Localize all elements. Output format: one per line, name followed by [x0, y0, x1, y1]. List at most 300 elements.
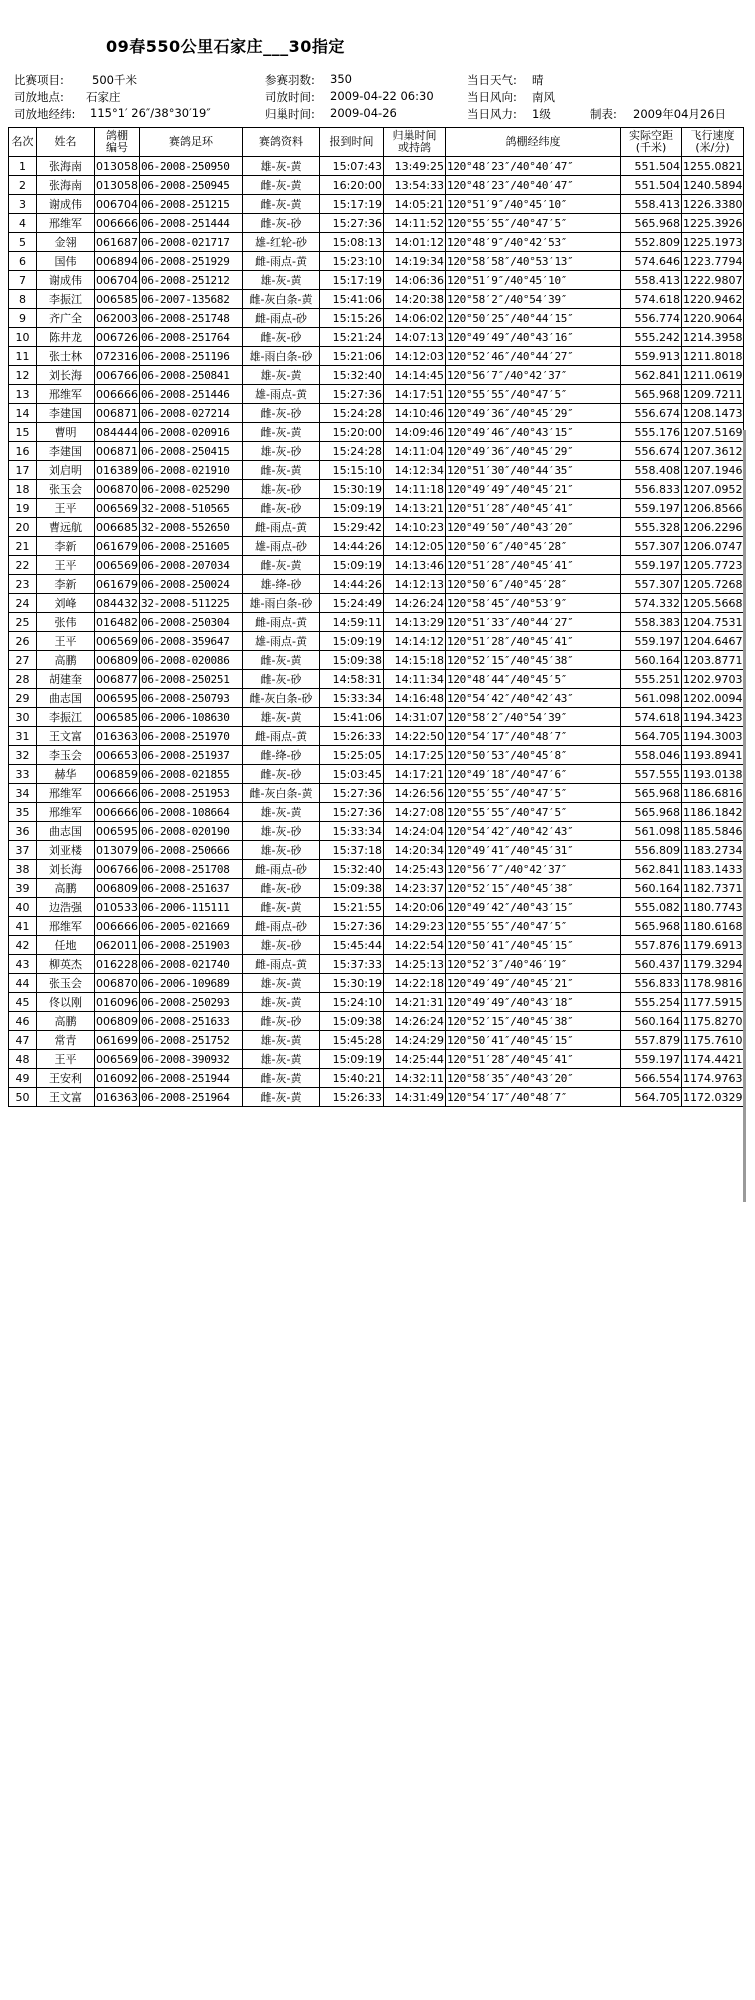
cell-loft-id: 006666 — [95, 214, 140, 233]
cell-loft-coordinates: 120°49′18″/40°47′6″ — [446, 765, 621, 784]
cell-ring-number: 06-2008-108664 — [140, 803, 243, 822]
cell-loft-id: 006726 — [95, 328, 140, 347]
cell-bird-info: 雄-灰-黄 — [243, 993, 320, 1012]
cell-distance: 555.328 — [621, 518, 682, 537]
event-label: 比赛项目: — [14, 73, 64, 87]
cell-bird-info: 雄-雨白条-砂 — [243, 347, 320, 366]
cell-report-time: 15:27:36 — [320, 784, 384, 803]
cell-distance: 564.705 — [621, 727, 682, 746]
cell-arrival-time: 13:54:33 — [384, 176, 446, 195]
cell-rank: 13 — [9, 385, 37, 404]
cell-report-time: 15:21:06 — [320, 347, 384, 366]
cell-bird-info: 雄-灰-黄 — [243, 271, 320, 290]
cell-arrival-time: 14:24:04 — [384, 822, 446, 841]
cell-ring-number: 06-2008-251970 — [140, 727, 243, 746]
cell-report-time: 15:33:34 — [320, 822, 384, 841]
cell-arrival-time: 14:16:48 — [384, 689, 446, 708]
cell-ring-number: 06-2008-207034 — [140, 556, 243, 575]
cell-distance: 560.164 — [621, 1012, 682, 1031]
table-row — [9, 556, 744, 575]
cell-speed: 1175.8270 — [682, 1012, 744, 1031]
cell-loft-coordinates: 120°54′42″/40°42′43″ — [446, 822, 621, 841]
cell-speed: 1220.9462 — [682, 290, 744, 309]
table-row — [9, 233, 744, 252]
cell-loft-coordinates: 120°51′28″/40°45′41″ — [446, 499, 621, 518]
cell-distance: 562.841 — [621, 860, 682, 879]
cell-name: 边浩强 — [37, 898, 95, 917]
cell-loft-coordinates: 120°58′45″/40°53′9″ — [446, 594, 621, 613]
cell-name: 高鹏 — [37, 651, 95, 670]
cell-distance: 559.197 — [621, 632, 682, 651]
cell-report-time: 15:29:42 — [320, 518, 384, 537]
cell-name: 张士林 — [37, 347, 95, 366]
cell-arrival-time: 14:26:24 — [384, 1012, 446, 1031]
cell-ring-number: 06-2008-251212 — [140, 271, 243, 290]
cell-distance: 564.705 — [621, 1088, 682, 1107]
cell-rank: 9 — [9, 309, 37, 328]
table-row — [9, 974, 744, 993]
cell-ring-number: 32-2008-510565 — [140, 499, 243, 518]
cell-rank: 3 — [9, 195, 37, 214]
cell-speed: 1255.0821 — [682, 157, 744, 176]
cell-bird-info: 雌-灰-砂 — [243, 328, 320, 347]
cell-bird-info: 雄-灰-砂 — [243, 936, 320, 955]
table-row — [9, 917, 744, 936]
cell-report-time: 15:24:10 — [320, 993, 384, 1012]
table-row — [9, 689, 744, 708]
cell-bird-info: 雌-灰-砂 — [243, 499, 320, 518]
cell-ring-number: 06-2008-251903 — [140, 936, 243, 955]
cell-loft-coordinates: 120°48′23″/40°40′47″ — [446, 157, 621, 176]
cell-arrival-time: 14:13:29 — [384, 613, 446, 632]
cell-ring-number: 06-2006-108630 — [140, 708, 243, 727]
cell-rank: 22 — [9, 556, 37, 575]
table-row — [9, 1031, 744, 1050]
cell-distance: 559.197 — [621, 499, 682, 518]
cell-loft-coordinates: 120°51′30″/40°44′35″ — [446, 461, 621, 480]
cell-distance: 560.437 — [621, 955, 682, 974]
cell-loft-coordinates: 120°52′3″/40°46′19″ — [446, 955, 621, 974]
cell-speed: 1205.7268 — [682, 575, 744, 594]
cell-loft-coordinates: 120°58′2″/40°54′39″ — [446, 290, 621, 309]
cell-report-time: 15:20:00 — [320, 423, 384, 442]
cell-distance: 555.242 — [621, 328, 682, 347]
cell-bird-info: 雌-灰白条-砂 — [243, 689, 320, 708]
cell-arrival-time: 14:11:34 — [384, 670, 446, 689]
cell-bird-info: 雌-灰白条-黄 — [243, 290, 320, 309]
cell-rank: 35 — [9, 803, 37, 822]
table-row — [9, 860, 744, 879]
cell-rank: 40 — [9, 898, 37, 917]
cell-bird-info: 雌-灰-黄 — [243, 423, 320, 442]
cell-report-time: 15:25:05 — [320, 746, 384, 765]
cell-bird-info: 雌-灰-黄 — [243, 1088, 320, 1107]
cell-name: 李建国 — [37, 404, 95, 423]
cell-rank: 42 — [9, 936, 37, 955]
cell-rank: 49 — [9, 1069, 37, 1088]
cell-loft-id: 006666 — [95, 385, 140, 404]
cell-speed: 1193.8941 — [682, 746, 744, 765]
cell-distance: 558.413 — [621, 195, 682, 214]
cell-arrival-time: 14:32:11 — [384, 1069, 446, 1088]
cell-rank: 15 — [9, 423, 37, 442]
cell-rank: 28 — [9, 670, 37, 689]
cell-report-time: 15:09:38 — [320, 879, 384, 898]
results-table — [8, 127, 744, 1107]
cell-distance: 566.554 — [621, 1069, 682, 1088]
cell-bird-info: 雄-雨点-砂 — [243, 537, 320, 556]
cell-arrival-time: 14:29:23 — [384, 917, 446, 936]
header-distance: 实际空距 (千米) — [621, 128, 682, 157]
cell-loft-id: 006871 — [95, 442, 140, 461]
table-row — [9, 727, 744, 746]
cell-loft-coordinates: 120°52′46″/40°44′27″ — [446, 347, 621, 366]
cell-arrival-time: 14:20:38 — [384, 290, 446, 309]
cell-loft-id: 013058 — [95, 176, 140, 195]
cell-loft-coordinates: 120°55′55″/40°47′5″ — [446, 917, 621, 936]
cell-name: 李玉会 — [37, 746, 95, 765]
cell-distance: 551.504 — [621, 176, 682, 195]
cell-loft-coordinates: 120°50′41″/40°45′15″ — [446, 936, 621, 955]
cell-loft-coordinates: 120°48′23″/40°40′47″ — [446, 176, 621, 195]
table-row — [9, 1069, 744, 1088]
cell-distance: 574.618 — [621, 290, 682, 309]
cell-distance: 556.833 — [621, 974, 682, 993]
cell-loft-id: 072316 — [95, 347, 140, 366]
cell-speed: 1185.5846 — [682, 822, 744, 841]
cell-loft-coordinates: 120°49′49″/40°45′21″ — [446, 480, 621, 499]
cell-loft-coordinates: 120°51′28″/40°45′41″ — [446, 632, 621, 651]
header-name: 姓名 — [37, 128, 95, 157]
cell-speed: 1222.9807 — [682, 271, 744, 290]
table-row — [9, 328, 744, 347]
cell-arrival-time: 14:12:34 — [384, 461, 446, 480]
cell-distance: 574.332 — [621, 594, 682, 613]
cell-speed: 1174.9763 — [682, 1069, 744, 1088]
cell-report-time: 15:21:24 — [320, 328, 384, 347]
cell-speed: 1174.4421 — [682, 1050, 744, 1069]
cell-name: 邢维军 — [37, 385, 95, 404]
cell-speed: 1194.3423 — [682, 708, 744, 727]
cell-speed: 1207.5169 — [682, 423, 744, 442]
cell-loft-coordinates: 120°50′53″/40°45′8″ — [446, 746, 621, 765]
cell-ring-number: 06-2008-251215 — [140, 195, 243, 214]
cell-report-time: 15:37:33 — [320, 955, 384, 974]
cell-loft-id: 016363 — [95, 1088, 140, 1107]
page-title: 09春550公里石家庄___30指定 — [106, 37, 345, 56]
cell-report-time: 15:33:34 — [320, 689, 384, 708]
cell-distance: 556.674 — [621, 442, 682, 461]
cell-speed: 1194.3003 — [682, 727, 744, 746]
cell-speed: 1183.2734 — [682, 841, 744, 860]
cell-speed: 1206.8566 — [682, 499, 744, 518]
cell-bird-info: 雌-灰-黄 — [243, 461, 320, 480]
cell-bird-info: 雄-灰-黄 — [243, 1031, 320, 1050]
cell-loft-id: 006569 — [95, 1050, 140, 1069]
cell-loft-coordinates: 120°54′42″/40°42′43″ — [446, 689, 621, 708]
cell-distance: 558.408 — [621, 461, 682, 480]
cell-rank: 39 — [9, 879, 37, 898]
cell-name: 邢维军 — [37, 784, 95, 803]
cell-ring-number: 06-2008-250793 — [140, 689, 243, 708]
cell-bird-info: 雌-灰-砂 — [243, 214, 320, 233]
cell-speed: 1202.9703 — [682, 670, 744, 689]
return-time-label: 归巢时间: — [265, 107, 315, 121]
cell-bird-info: 雌-灰-砂 — [243, 1012, 320, 1031]
cell-bird-info: 雌-灰-黄 — [243, 556, 320, 575]
cell-report-time: 15:41:06 — [320, 290, 384, 309]
cell-name: 高鹏 — [37, 1012, 95, 1031]
cell-arrival-time: 14:12:03 — [384, 347, 446, 366]
cell-ring-number: 32-2008-552650 — [140, 518, 243, 537]
cell-report-time: 15:24:49 — [320, 594, 384, 613]
cell-arrival-time: 14:25:43 — [384, 860, 446, 879]
cell-bird-info: 雌-雨点-砂 — [243, 917, 320, 936]
cell-distance: 559.197 — [621, 1050, 682, 1069]
weather-label: 当日天气: — [467, 73, 517, 87]
table-row — [9, 518, 744, 537]
cell-loft-coordinates: 120°48′9″/40°42′53″ — [446, 233, 621, 252]
cell-arrival-time: 14:25:44 — [384, 1050, 446, 1069]
cell-report-time: 15:45:28 — [320, 1031, 384, 1050]
return-time-value: 2009-04-26 — [330, 106, 397, 120]
cell-arrival-time: 14:31:49 — [384, 1088, 446, 1107]
cell-loft-id: 061687 — [95, 233, 140, 252]
cell-distance: 561.098 — [621, 689, 682, 708]
count-value: 350 — [330, 72, 352, 86]
cell-rank: 29 — [9, 689, 37, 708]
table-row — [9, 898, 744, 917]
cell-report-time: 15:24:28 — [320, 442, 384, 461]
cell-name: 谢成伟 — [37, 195, 95, 214]
cell-ring-number: 06-2006-115111 — [140, 898, 243, 917]
cell-loft-coordinates: 120°51′28″/40°45′41″ — [446, 1050, 621, 1069]
cell-ring-number: 06-2008-250945 — [140, 176, 243, 195]
cell-report-time: 15:09:19 — [320, 499, 384, 518]
cell-bird-info: 雌-雨点-黄 — [243, 252, 320, 271]
cell-arrival-time: 14:26:24 — [384, 594, 446, 613]
cell-loft-id: 062003 — [95, 309, 140, 328]
cell-report-time: 15:15:10 — [320, 461, 384, 480]
cell-rank: 43 — [9, 955, 37, 974]
cell-speed: 1225.3926 — [682, 214, 744, 233]
cell-ring-number: 06-2008-027214 — [140, 404, 243, 423]
cell-arrival-time: 14:12:05 — [384, 537, 446, 556]
cell-loft-coordinates: 120°51′9″/40°45′10″ — [446, 195, 621, 214]
cell-rank: 10 — [9, 328, 37, 347]
cell-loft-coordinates: 120°58′58″/40°53′13″ — [446, 252, 621, 271]
cell-arrival-time: 14:21:31 — [384, 993, 446, 1012]
cell-loft-coordinates: 120°50′41″/40°45′15″ — [446, 1031, 621, 1050]
cell-loft-coordinates: 120°50′6″/40°45′28″ — [446, 537, 621, 556]
cell-rank: 6 — [9, 252, 37, 271]
cell-arrival-time: 14:20:34 — [384, 841, 446, 860]
cell-rank: 26 — [9, 632, 37, 651]
cell-loft-id: 006809 — [95, 879, 140, 898]
cell-loft-id: 061699 — [95, 1031, 140, 1050]
cell-arrival-time: 14:15:18 — [384, 651, 446, 670]
cell-ring-number: 06-2005-021669 — [140, 917, 243, 936]
cell-bird-info: 雄-灰-黄 — [243, 708, 320, 727]
cell-report-time: 15:08:13 — [320, 233, 384, 252]
cell-loft-coordinates: 120°55′55″/40°47′5″ — [446, 784, 621, 803]
cell-name: 李振江 — [37, 708, 95, 727]
cell-ring-number: 06-2008-251637 — [140, 879, 243, 898]
table-row — [9, 575, 744, 594]
cell-rank: 48 — [9, 1050, 37, 1069]
table-row — [9, 347, 744, 366]
cell-speed: 1204.7531 — [682, 613, 744, 632]
wind-force-label: 当日风力: — [467, 107, 517, 121]
cell-bird-info: 雄-绛-砂 — [243, 575, 320, 594]
cell-bird-info: 雌-灰-黄 — [243, 651, 320, 670]
cell-distance: 557.876 — [621, 936, 682, 955]
cell-name: 张伟 — [37, 613, 95, 632]
cell-loft-id: 006666 — [95, 784, 140, 803]
cell-report-time: 15:26:33 — [320, 727, 384, 746]
cell-arrival-time: 14:25:13 — [384, 955, 446, 974]
cell-name: 李新 — [37, 575, 95, 594]
table-row — [9, 1012, 744, 1031]
cell-ring-number: 06-2008-250415 — [140, 442, 243, 461]
cell-ring-number: 06-2008-251752 — [140, 1031, 243, 1050]
cell-rank: 45 — [9, 993, 37, 1012]
cell-loft-id: 016096 — [95, 993, 140, 1012]
cell-loft-coordinates: 120°55′55″/40°47′5″ — [446, 214, 621, 233]
release-time-label: 司放时间: — [265, 90, 315, 104]
cell-loft-coordinates: 120°52′15″/40°45′38″ — [446, 879, 621, 898]
cell-loft-id: 061679 — [95, 537, 140, 556]
made-label: 制表: — [590, 107, 617, 121]
cell-loft-id: 084444 — [95, 423, 140, 442]
cell-loft-coordinates: 120°58′35″/40°43′20″ — [446, 1069, 621, 1088]
cell-arrival-time: 14:23:37 — [384, 879, 446, 898]
cell-loft-coordinates: 120°56′7″/40°42′37″ — [446, 860, 621, 879]
table-row — [9, 366, 744, 385]
cell-name: 王平 — [37, 556, 95, 575]
cell-bird-info: 雌-雨点-黄 — [243, 613, 320, 632]
release-coord-label: 司放地经纬: — [14, 107, 76, 121]
cell-distance: 558.046 — [621, 746, 682, 765]
cell-rank: 5 — [9, 233, 37, 252]
cell-arrival-time: 14:17:25 — [384, 746, 446, 765]
cell-rank: 2 — [9, 176, 37, 195]
cell-distance: 565.968 — [621, 784, 682, 803]
cell-arrival-time: 14:01:12 — [384, 233, 446, 252]
cell-ring-number: 06-2008-250841 — [140, 366, 243, 385]
cell-report-time: 15:41:06 — [320, 708, 384, 727]
cell-speed: 1209.7211 — [682, 385, 744, 404]
cell-speed: 1207.0952 — [682, 480, 744, 499]
cell-report-time: 15:27:36 — [320, 803, 384, 822]
cell-distance: 556.774 — [621, 309, 682, 328]
cell-bird-info: 雄-灰-砂 — [243, 480, 320, 499]
cell-distance: 565.968 — [621, 917, 682, 936]
cell-speed: 1206.2296 — [682, 518, 744, 537]
page-edge-shadow — [743, 430, 746, 1202]
cell-loft-id: 016482 — [95, 613, 140, 632]
cell-report-time: 15:03:45 — [320, 765, 384, 784]
cell-report-time: 14:58:31 — [320, 670, 384, 689]
cell-bird-info: 雌-雨点-砂 — [243, 309, 320, 328]
cell-arrival-time: 13:49:25 — [384, 157, 446, 176]
cell-speed: 1177.5915 — [682, 993, 744, 1012]
cell-rank: 27 — [9, 651, 37, 670]
release-coord-value: 115°1′ 26″/38°30′19″ — [90, 106, 211, 120]
cell-name: 刘长海 — [37, 366, 95, 385]
cell-speed: 1225.1973 — [682, 233, 744, 252]
cell-name: 高鹏 — [37, 879, 95, 898]
cell-speed: 1180.6168 — [682, 917, 744, 936]
cell-name: 谢成伟 — [37, 271, 95, 290]
cell-report-time: 15:21:55 — [320, 898, 384, 917]
cell-bird-info: 雄-灰-黄 — [243, 803, 320, 822]
cell-report-time: 15:23:10 — [320, 252, 384, 271]
cell-distance: 562.841 — [621, 366, 682, 385]
cell-speed: 1186.6816 — [682, 784, 744, 803]
cell-ring-number: 06-2008-251937 — [140, 746, 243, 765]
cell-distance: 555.254 — [621, 993, 682, 1012]
cell-loft-id: 006666 — [95, 803, 140, 822]
cell-speed: 1211.8018 — [682, 347, 744, 366]
cell-distance: 565.968 — [621, 803, 682, 822]
cell-name: 张海南 — [37, 157, 95, 176]
cell-name: 王文富 — [37, 1088, 95, 1107]
cell-speed: 1207.3612 — [682, 442, 744, 461]
cell-speed: 1226.3380 — [682, 195, 744, 214]
cell-loft-coordinates: 120°49′49″/40°43′16″ — [446, 328, 621, 347]
made-value: 2009年04月26日 — [633, 107, 727, 121]
cell-arrival-time: 14:05:21 — [384, 195, 446, 214]
cell-ring-number: 06-2008-251605 — [140, 537, 243, 556]
cell-arrival-time: 14:31:07 — [384, 708, 446, 727]
cell-loft-coordinates: 120°58′2″/40°54′39″ — [446, 708, 621, 727]
cell-name: 任地 — [37, 936, 95, 955]
cell-loft-id: 013079 — [95, 841, 140, 860]
cell-rank: 36 — [9, 822, 37, 841]
table-row — [9, 423, 744, 442]
cell-arrival-time: 14:17:51 — [384, 385, 446, 404]
cell-ring-number: 06-2008-021717 — [140, 233, 243, 252]
cell-bird-info: 雌-灰-砂 — [243, 670, 320, 689]
cell-loft-coordinates: 120°55′55″/40°47′5″ — [446, 385, 621, 404]
cell-speed: 1223.7794 — [682, 252, 744, 271]
cell-distance: 558.413 — [621, 271, 682, 290]
wind-direction-label: 当日风向: — [467, 90, 517, 104]
cell-distance: 557.307 — [621, 575, 682, 594]
table-row — [9, 993, 744, 1012]
table-row — [9, 841, 744, 860]
cell-arrival-time: 14:06:36 — [384, 271, 446, 290]
cell-ring-number: 06-2008-251708 — [140, 860, 243, 879]
cell-arrival-time: 14:26:56 — [384, 784, 446, 803]
table-row — [9, 708, 744, 727]
cell-report-time: 15:26:33 — [320, 1088, 384, 1107]
cell-bird-info: 雄-雨点-黄 — [243, 385, 320, 404]
cell-bird-info: 雄-雨点-黄 — [243, 632, 320, 651]
table-row — [9, 499, 744, 518]
table-row — [9, 404, 744, 423]
cell-ring-number: 06-2008-251196 — [140, 347, 243, 366]
cell-ring-number: 32-2008-511225 — [140, 594, 243, 613]
cell-ring-number: 06-2008-250666 — [140, 841, 243, 860]
cell-loft-coordinates: 120°56′7″/40°42′37″ — [446, 366, 621, 385]
cell-rank: 16 — [9, 442, 37, 461]
table-row — [9, 936, 744, 955]
cell-loft-coordinates: 120°54′17″/40°48′7″ — [446, 1088, 621, 1107]
cell-name: 邢维军 — [37, 917, 95, 936]
cell-speed: 1172.0329 — [682, 1088, 744, 1107]
